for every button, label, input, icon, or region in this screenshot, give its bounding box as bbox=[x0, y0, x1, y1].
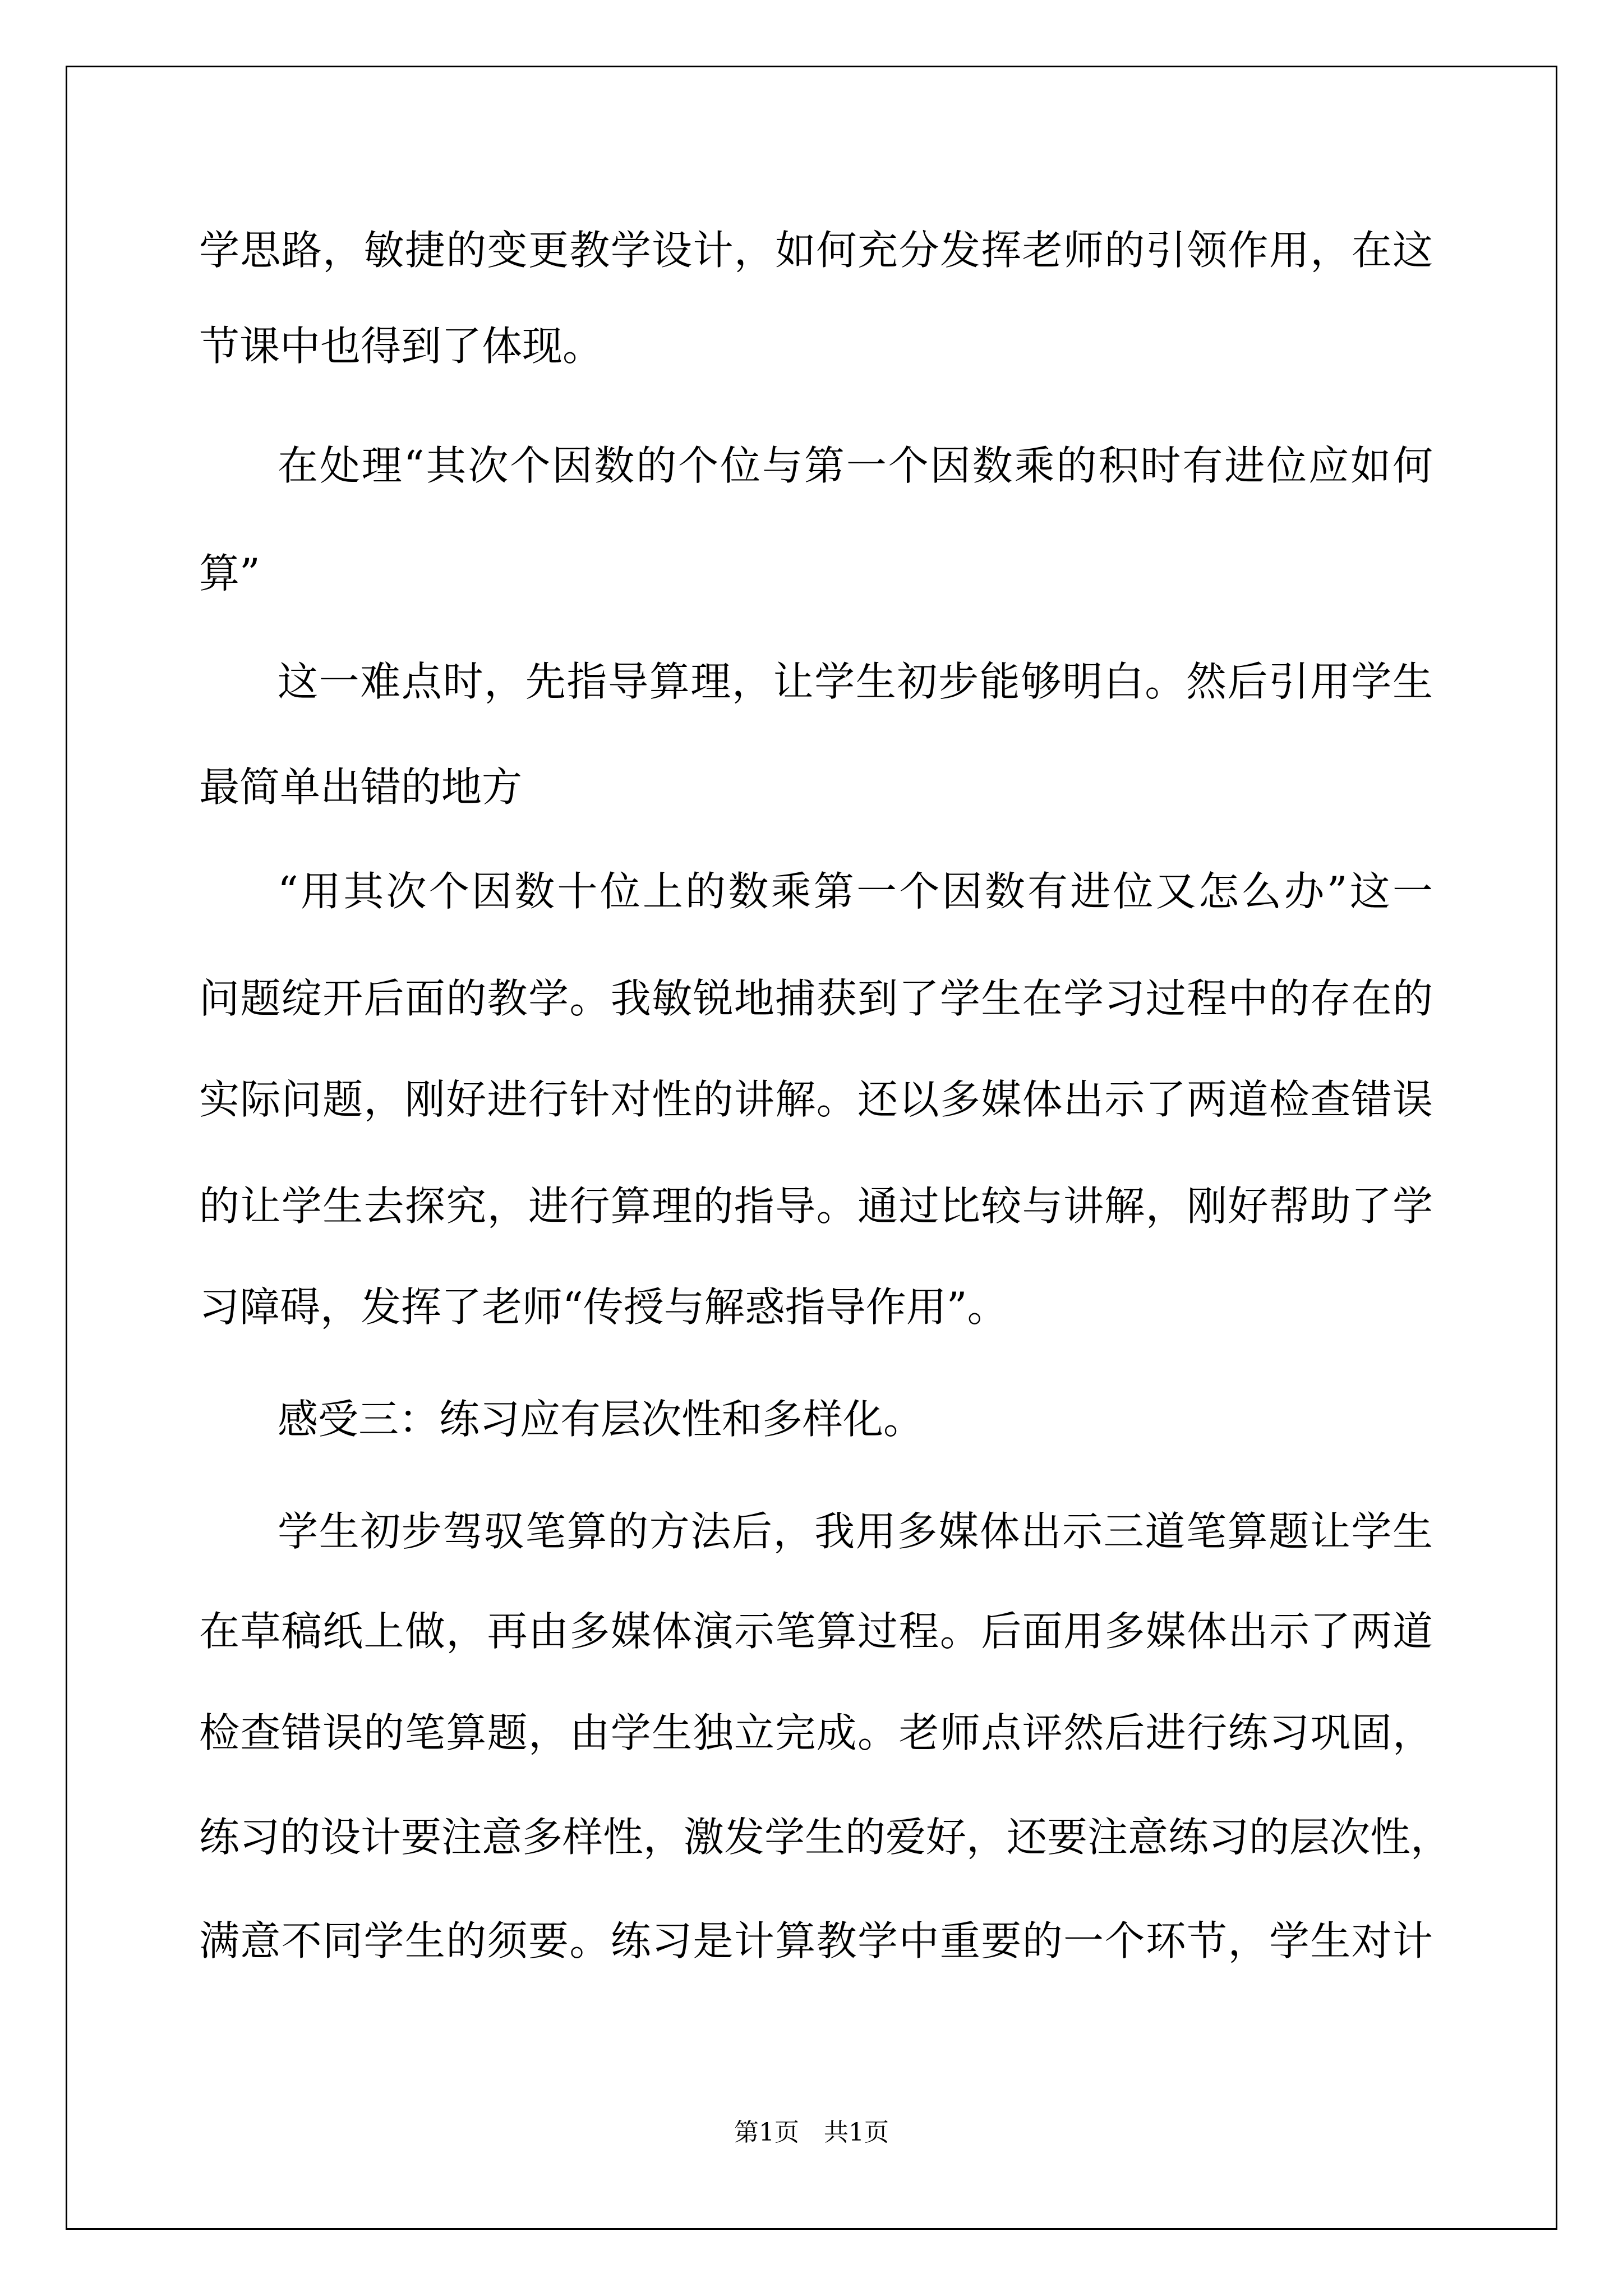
text-line: “用其次个因数十位上的数乘第一个因数有进位又怎么办”这一 bbox=[278, 868, 1433, 915]
text-line: 习障碍，发挥了老师“传授与解惑指导作用”。 bbox=[199, 1283, 1008, 1331]
text-line: 在处理“其次个因数的个位与第一个因数乘的积时有进位应如何 bbox=[278, 442, 1433, 489]
text-line: 练习的设计要注意多样性，激发学生的爱好，还要注意练习的层次性， bbox=[199, 1814, 1451, 1861]
text-line: 节课中也得到了体现。 bbox=[199, 323, 603, 370]
text-line: 学思路，敏捷的变更教学设计，如何充分发挥老师的引领作用，在这 bbox=[199, 227, 1433, 274]
text-line: 的让学生去探究，进行算理的指导。通过比较与讲解，刚好帮助了学 bbox=[199, 1182, 1433, 1230]
text-line: 检查错误的笔算题，由学生独立完成。老师点评然后进行练习巩固， bbox=[199, 1709, 1433, 1756]
text-line: 满意不同学生的须要。练习是计算教学中重要的一个环节，学生对计 bbox=[199, 1917, 1433, 1964]
text-line: 最简单出错的地方 bbox=[199, 763, 523, 811]
page-border bbox=[66, 66, 1557, 2230]
text-line: 问题绽开后面的教学。我敏锐地捕获到了学生在学习过程中的存在的 bbox=[199, 975, 1433, 1022]
text-line: 这一难点时，先指导算理，让学生初步能够明白。然后引用学生 bbox=[278, 658, 1433, 705]
text-line: 学生初步驾驭笔算的方法后，我用多媒体出示三道笔算题让学生 bbox=[278, 1508, 1433, 1555]
text-line: 实际问题，刚好进行针对性的讲解。还以多媒体出示了两道检查错误 bbox=[199, 1076, 1433, 1123]
text-line: 感受三：练习应有层次性和多样化。 bbox=[278, 1396, 924, 1443]
page-footer: 第1页 共1页 bbox=[734, 2118, 889, 2147]
text-line: 在草稿纸上做，再由多媒体演示笔算过程。后面用多媒体出示了两道 bbox=[199, 1608, 1433, 1655]
text-line: 算” bbox=[199, 550, 260, 597]
